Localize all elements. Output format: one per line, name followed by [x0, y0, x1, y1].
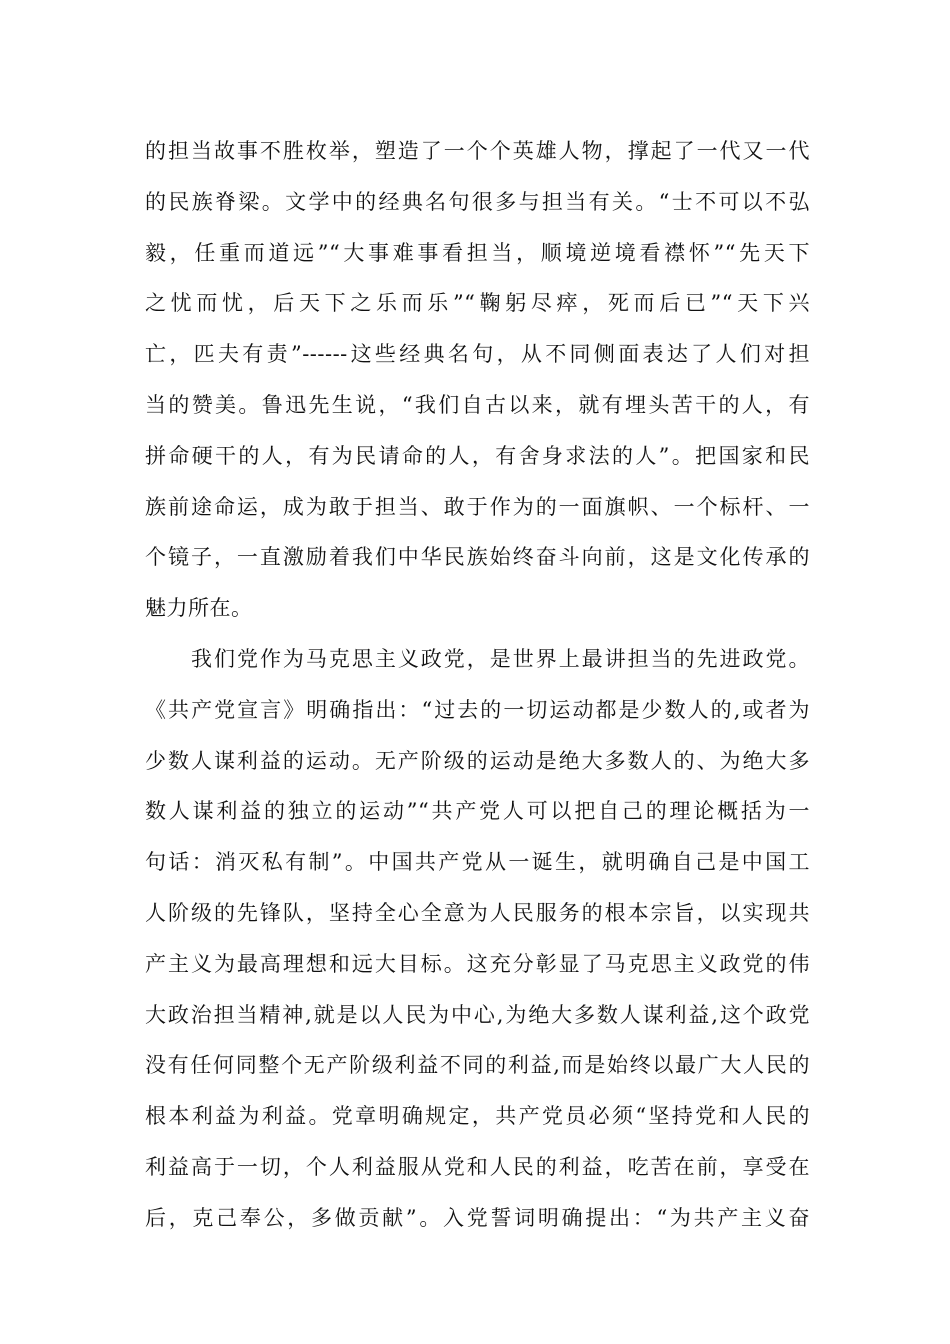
text-line: 大政治担当精神,就是以人民为中心,为绝大多数人谋利益,这个政党	[145, 1002, 810, 1027]
text-line: 《共产党宣言》明确指出：“过去的一切运动都是少数人的,或者为	[145, 697, 810, 722]
text-line: 的担当故事不胜枚举，塑造了一个个英雄人物，撑起了一代又一代	[145, 139, 810, 163]
text-line: 之忧而忧，后天下之乐而乐”“鞠躬尽瘁，死而后已”“天下兴	[145, 291, 810, 316]
text-line: 拼命硬干的人，有为民请命的人，有舍身求法的人”。把国家和民	[145, 443, 810, 468]
text-line: 少数人谋利益的运动。无产阶级的运动是绝大多数人的、为绝大多	[145, 748, 810, 773]
text-line: 毅，任重而道远”“大事难事看担当，顺境逆境看襟怀”“先天下	[145, 240, 810, 265]
text-line: 我们党作为马克思主义政党，是世界上最讲担当的先进政党。	[191, 646, 810, 671]
text-line: 魅力所在。	[145, 596, 253, 621]
text-line: 族前途命运，成为敢于担当、敢于作为的一面旗帜、一个标杆、一	[145, 494, 810, 519]
text-line: 的民族脊梁。文学中的经典名句很多与担当有关。“士不可以不弘	[145, 189, 810, 214]
paragraph-2	[145, 634, 810, 1244]
text-line: 根本利益为利益。党章明确规定，共产党员必须“坚持党和人民的	[145, 1104, 810, 1129]
text-line: 没有任何同整个无产阶级利益不同的利益,而是始终以最广大人民的	[145, 1053, 810, 1078]
paragraph-1	[145, 126, 810, 634]
text-line: 数人谋利益的独立的运动”“共产党人可以把自己的理论概括为一	[145, 799, 810, 824]
text-line: 个镜子，一直激励着我们中华民族始终奋斗向前，这是文化传承的	[145, 545, 810, 570]
text-line: 利益高于一切，个人利益服从党和人民的利益，吃苦在前，享受在	[145, 1154, 810, 1179]
text-line: 后，克己奉公，多做贡献”。入党誓词明确提出：“为共产主义奋	[145, 1205, 810, 1230]
text-line: 句话：消灭私有制”。中国共产党从一诞生，就明确自己是中国工	[145, 850, 810, 875]
text-line: 人阶级的先锋队，坚持全心全意为人民服务的根本宗旨，以实现共	[145, 900, 810, 925]
body-text	[145, 126, 810, 1244]
text-line: 产主义为最高理想和远大目标。这充分彰显了马克思主义政党的伟	[145, 951, 810, 976]
text-line: 亡，匹夫有责”------这些经典名句，从不同侧面表达了人们对担	[145, 342, 810, 367]
text-line: 当的赞美。鲁迅先生说，“我们自古以来，就有埋头苦干的人，有	[145, 392, 810, 417]
